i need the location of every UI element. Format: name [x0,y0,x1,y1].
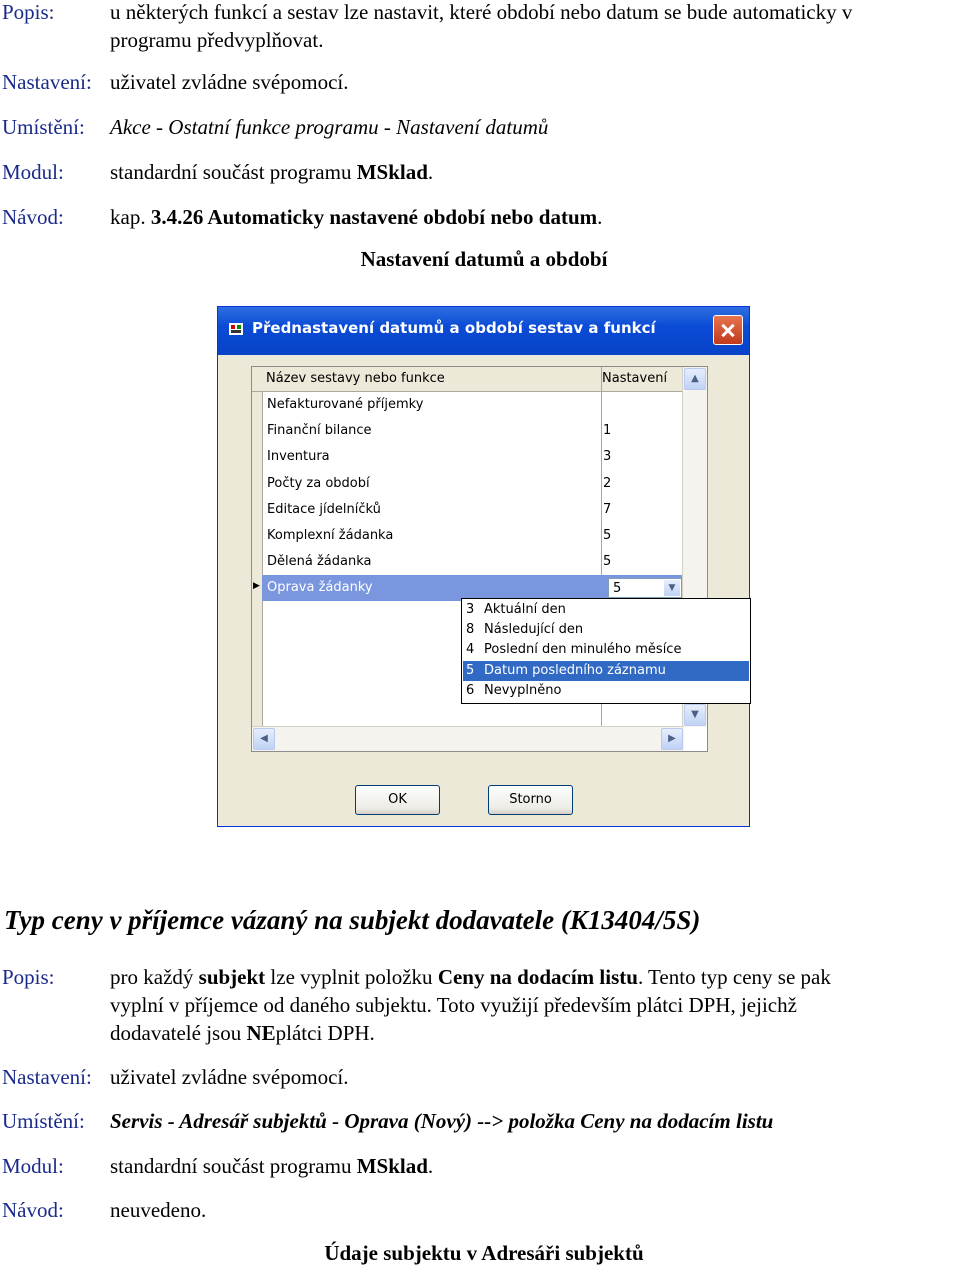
navod-text [110,203,602,231]
popis-label: Popis: [2,0,55,24]
umisteni-text: Akce - Ostatní funkce programu - Nastavení datumů [110,115,549,139]
row-name: Nefakturované příjemky [267,397,424,412]
scroll-right-icon[interactable]: ▶ [661,728,683,750]
preset-dialog [217,306,750,827]
popis-line-1: u některých funkcí a sestav lze nastavit, které období nebo datum se bude automaticky v [110,0,853,24]
option-code: 4 [466,642,475,657]
table-row[interactable] [262,444,684,470]
scroll-down-icon[interactable]: ▼ [684,704,706,726]
option-label: Datum posledního záznamu [484,663,666,678]
row-name: Dělená žádanka [267,554,372,569]
option-label: Následující den [484,622,584,637]
setting-dropdown-list [461,598,751,704]
option-code: 5 [466,663,475,678]
popis2-c: lze vyplnit položku [265,965,438,989]
nastaveni-label: Nastavení: [2,70,92,94]
umisteni-label: Umístění: [2,115,85,139]
window-icon [228,321,244,337]
figure-caption: Nastavení datumů a období [360,247,608,271]
popis-label-2: Popis: [2,965,55,989]
modul2-text-end: . [427,1154,434,1178]
table-row[interactable] [262,497,684,523]
navod-text-bold: 3.4.26 Automaticky nastavené období nebo datum [150,205,598,229]
modul2-text-plain: standardní součást programu [110,1154,357,1178]
row-value: 2 [603,476,612,491]
modul2-text-bold: MSklad [356,1154,428,1178]
row-name: Počty za období [267,476,370,491]
dialog-titlebar [218,307,749,355]
close-button[interactable] [713,315,743,345]
row-value: 7 [603,502,612,517]
row-name: Oprava žádanky [267,580,373,595]
row-name: Inventura [267,449,330,464]
dropdown-option[interactable] [463,620,749,640]
ok-button[interactable]: OK [355,785,440,815]
row-name: Komplexní žádanka [267,528,394,543]
popis2-line3-b: NE [246,1021,276,1045]
row-value: 5 [603,554,612,569]
nastaveni-text-2: uživatel zvládne svépomocí. [110,1065,349,1089]
dropdown-option[interactable] [463,681,749,701]
bottom-caption: Údaje subjektu v Adresáři subjektů [324,1241,644,1265]
scroll-up-icon[interactable]: ▲ [684,368,706,390]
row-value: 3 [603,449,612,464]
setting-combo[interactable] [608,578,682,598]
popis-text [110,0,960,54]
dropdown-option-selected[interactable] [463,661,749,681]
modul-text-end: . [427,160,434,184]
dropdown-option[interactable] [463,600,749,620]
cancel-button[interactable]: Storno [488,785,573,815]
nastaveni-text: uživatel zvládne svépomocí. [110,70,349,94]
umisteni-text-2: Servis - Adresář subjektů - Oprava (Nový) --> položka Ceny na dodacím listu [110,1109,774,1133]
row-name: Finanční bilance [267,423,372,438]
popis-text-2 [110,963,960,1047]
chevron-down-icon[interactable]: ▼ [664,580,680,596]
scroll-left-icon[interactable]: ◀ [253,728,275,750]
row-name: Editace jídelníčků [267,502,381,517]
dropdown-option[interactable] [463,640,749,660]
navod-text-end: . [597,205,603,229]
header-setting[interactable]: Nastavení [602,371,668,386]
combo-value: 5 [613,581,622,596]
popis2-d: Ceny na dodacím listu [437,965,638,989]
table-row[interactable] [262,392,684,418]
row-value: 1 [603,423,612,438]
current-row-indicator-icon: ▶ [253,581,260,591]
option-label: Nevyplněno [484,683,562,698]
dialog-title: Přednastavení datumů a období sestav a funkcí [252,319,656,337]
option-code: 3 [466,602,475,617]
table-row[interactable] [262,471,684,497]
option-code: 8 [466,622,475,637]
popis2-line-1 [110,963,960,991]
option-code: 6 [466,683,475,698]
modul-text-plain: standardní součást programu [110,160,357,184]
header-name[interactable]: Název sestavy nebo funkce [266,371,445,386]
navod-text-2: neuvedeno. [110,1198,207,1222]
navod-text-plain: kap. [110,205,151,229]
modul-text-2 [110,1152,433,1180]
popis2-e: . Tento typ ceny se pak [637,965,831,989]
modul-text [110,158,433,186]
row-value: 5 [603,528,612,543]
popis2-line-3 [110,1019,960,1047]
nastaveni-label-2: Nastavení: [2,1065,92,1089]
popis2-b: subjekt [198,965,266,989]
popis2-a: pro každý [110,965,199,989]
modul-label: Modul: [2,160,64,184]
section-title: Typ ceny v příjemce vázaný na subjekt dodavatele (K13404/5S) [4,905,701,935]
navod-label: Návod: [2,205,64,229]
horizontal-scrollbar[interactable] [252,726,684,751]
modul-text-bold: MSklad [356,160,428,184]
option-label: Aktuální den [484,602,566,617]
navod-label-2: Návod: [2,1198,64,1222]
popis2-line3-c: plátci DPH. [275,1021,375,1045]
umisteni-label-2: Umístění: [2,1109,85,1133]
table-row[interactable] [262,418,684,444]
modul-label-2: Modul: [2,1154,64,1178]
table-row[interactable] [262,523,684,549]
grid-header [252,367,684,392]
popis-line-2: programu předvyplňovat. [110,28,324,52]
option-label: Poslední den minulého měsíce [484,642,682,657]
popis2-line3-a: dodavatelé jsou [110,1021,247,1045]
table-row[interactable] [262,549,684,575]
popis2-line-2: vyplní v příjemce od daného subjektu. Toto využijí především plátci DPH, jejichž [110,993,797,1017]
